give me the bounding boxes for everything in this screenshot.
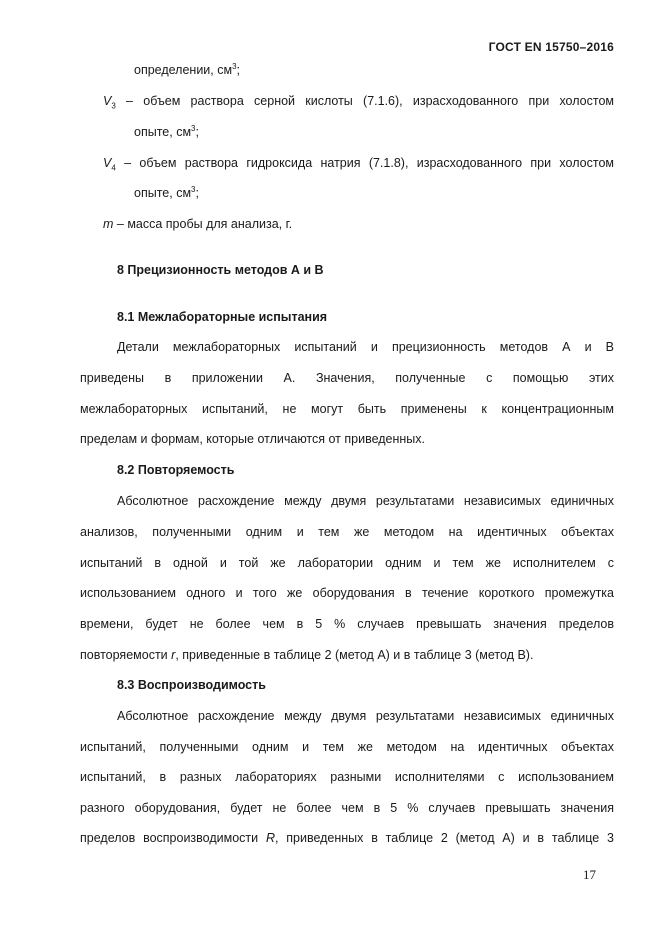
paragraph-line: Абсолютное расхождение между двумя результатами независимых единичных [117,709,614,723]
superscript: 3 [191,123,196,133]
text-run: пределов воспроизводимости [80,831,266,845]
variable-symbol: V [103,94,112,108]
paragraph-line-last [80,647,533,663]
punctuation: ; [195,125,199,139]
punctuation: ; [236,63,241,77]
variable-symbol: r [171,648,176,662]
section-heading-8-2: 8.2 Повторяемость [117,463,235,477]
definition-text: определении, см [134,63,233,77]
text-run: , приведенных в таблице 2 (метод А) и в таблице 3 [274,831,615,845]
text-run: повторяемости [80,648,172,662]
paragraph-line: испытаний, в разных лабораториях разными исполнителями с использованием [80,770,614,784]
page-number: 17 [583,867,596,882]
definition-v3 [103,93,614,109]
paragraph-line: времени, будет не более чем в 5 % случаев превышать значения пределов [80,617,614,631]
variable-symbol: V [103,156,112,170]
definition-text: – объем раствора серной кислоты (7.1.6), израсходованного при холостом [115,94,614,108]
paragraph-line: пределам и формам, которые отличаются от приведенных. [80,432,426,446]
definition-text: опыте, см [134,125,192,139]
section-heading-8: 8 Прецизионность методов А и В [117,263,324,277]
definition-text: – масса пробы для анализа, г. [113,217,293,231]
document-code: ГОСТ EN 15750–2016 [488,40,614,54]
paragraph-line: Детали межлабораторных испытаний и прецизионность методов А и В [117,340,614,354]
paragraph-line-last [80,830,614,846]
subscript: 3 [111,101,116,111]
paragraph-line: анализов, полученными одним и тем же методом на идентичных объектах [80,525,614,539]
punctuation: ; [195,186,199,200]
definition-text: опыте, см [134,186,192,200]
variable-symbol: R [265,831,275,845]
paragraph-line: испытаний, полученными одним и тем же методом на идентичных объектах [80,740,614,754]
paragraph-line: разного оборудования, будет не более чем в 5 % случаев превышать значения [80,801,614,815]
variable-symbol: m [103,217,114,231]
paragraph-line: межлабораторных испытаний, не могут быть применены к концентрационным [80,402,614,416]
section-heading-8-1: 8.1 Межлабораторные испытания [117,310,328,324]
superscript: 3 [191,184,196,194]
definition-text: – объем раствора гидроксида натрия (7.1.8), израсходованного при холостом [115,156,614,170]
definition-v3-continuation [134,124,199,140]
definition-v4-continuation [134,185,199,201]
paragraph-line: испытаний в одной и той же лаборатории одним и тем же исполнителем с [80,556,614,570]
text-run: , приведенные в таблице 2 (метод А) и в таблице 3 (метод В). [175,648,534,662]
definition-m [103,216,292,232]
section-heading-8-3: 8.3 Воспроизводимость [117,678,266,692]
subscript: 4 [111,163,116,173]
paragraph-line: использованием одного и того же оборудования в течение короткого промежутка [80,586,614,600]
paragraph-line: приведены в приложении А. Значения, полученные с помощью этих [80,371,614,385]
definition-continuation [134,62,240,78]
definition-v4 [103,155,614,171]
paragraph-line: Абсолютное расхождение между двумя результатами независимых единичных [117,494,614,508]
superscript: 3 [232,61,237,71]
